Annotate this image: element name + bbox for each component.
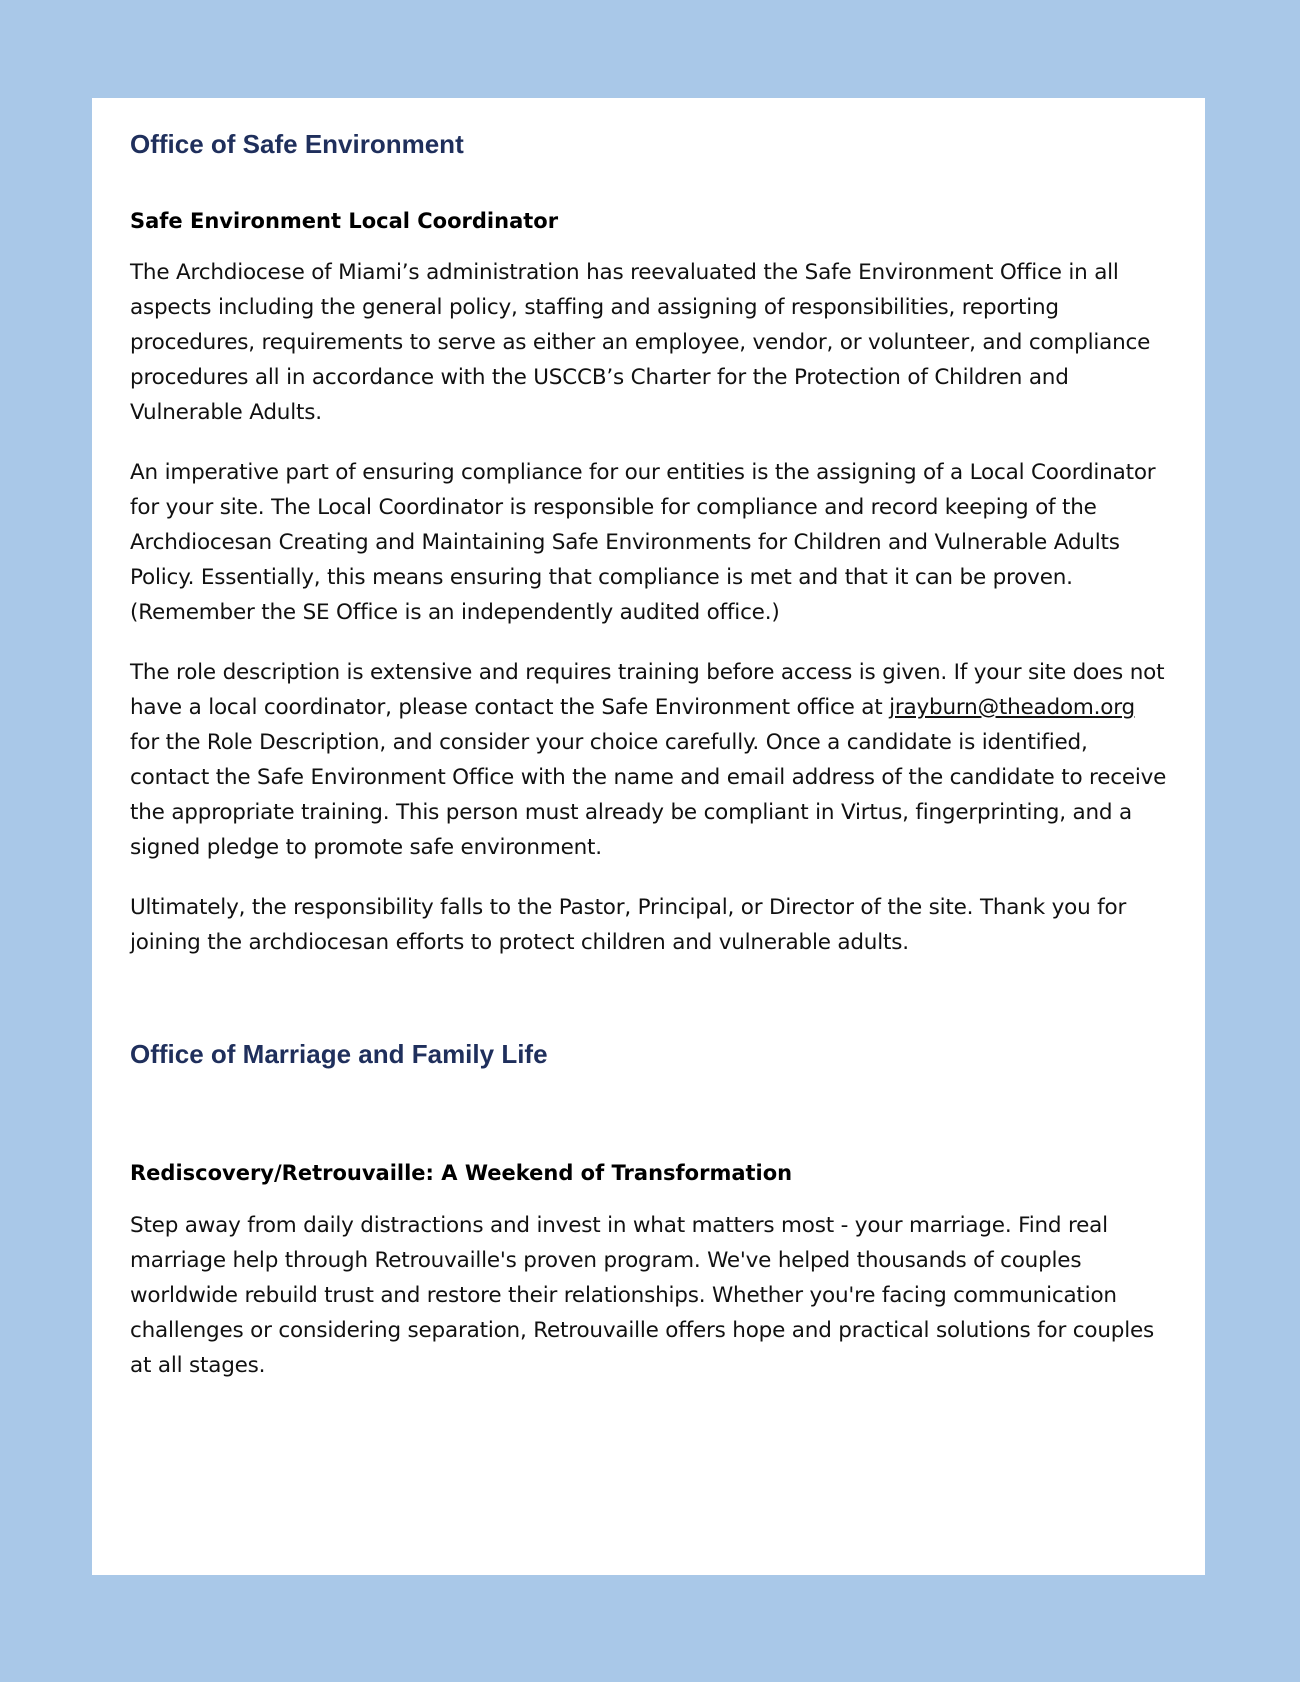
document-page [92,98,1205,1575]
paragraph-retrouvaille: Step away from daily distractions and invest in what matters most - your marriage. Find real marriage help through Retrouvaille's proven program. We've helped thousands of couples worldwide rebuild trust and restore their relationships. Whether you're facing communication challenges or considering separation, Retrouvaille offers hope and practical solutions for couples at all stages. [130,1213,1154,1379]
subheading-local-coordinator: Safe Environment Local Coordinator [130,208,559,233]
subheading-retrouvaille: Rediscovery/Retrouvaille: A Weekend of Transformation [130,1160,793,1185]
email-link[interactable]: jrayburn@theadom.org [889,695,1135,721]
paragraph-role-description [130,655,1167,865]
section-title-safe-environment: Office of Safe Environment [130,129,464,159]
paragraph-administration: The Archdiocese of Miami’s administration has reevaluated the Safe Environment Office in all aspects including the general policy, staffing and assigning of responsibilities, reporting procedures, requirements to serve as either an employee, vendor, or volunteer, and compliance procedures all in accordance with the USCCB’s Charter for the Protection of Children and Vulnerable Adults. [130,260,1151,426]
paragraph-local-coordinator-role: An imperative part of ensuring compliance for our entities is the assigning of a Local Coordinator for your site. The Local Coordinator is responsible for compliance and record keeping of the Archdiocesan Creating and Maintaining Safe Environments for Children and Vulnerable Adults Policy. Essentially, this means ensuring that compliance is met and that it can be proven. (Remember the SE Office is an independently audited office.) [130,460,1156,626]
paragraph-responsibility: Ultimately, the responsibility falls to the Pastor, Principal, or Director of the site. Thank you for joining the archdiocesan efforts to protect children and vulnerable adults. [130,895,1127,956]
paragraph-role-description-before: The role description is extensive and requires training before access is given. If your site does not have a local coordinator, please contact the Safe Environment office at [130,660,1165,721]
section-title-marriage-family: Office of Marriage and Family Life [130,1039,548,1070]
paragraph-role-description-after: for the Role Description, and consider your choice carefully. Once a candidate is identified, contact the Safe Environment Office with the name and email address of the candidate to receive the appropriate training. This person must already be compliant in Virtus, fingerprinting, and a signed pledge to promote safe environment. [130,730,1167,861]
